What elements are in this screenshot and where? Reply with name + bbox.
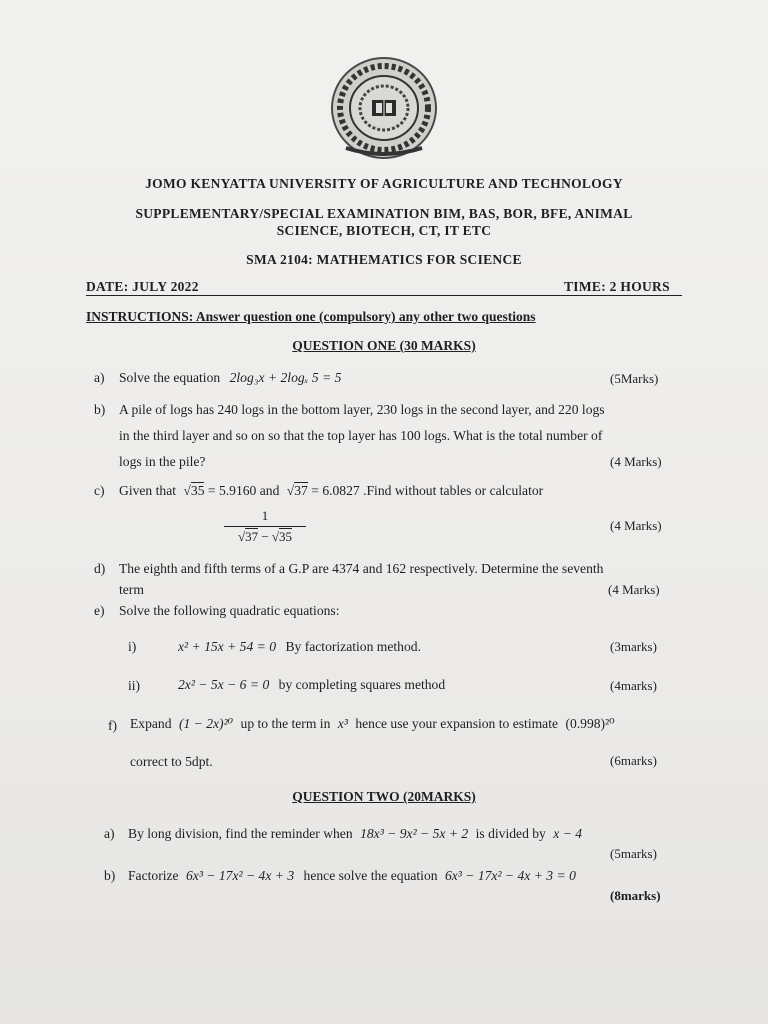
q1f-estimate: (0.998)²⁰ (565, 716, 615, 731)
q1f-marks: (6marks) (610, 753, 657, 768)
q1d-label: d) (94, 561, 106, 576)
q2a-marks: (5marks) (610, 846, 657, 861)
q1a-marks: (5Marks) (610, 371, 659, 386)
q1b-label: b) (94, 402, 106, 417)
q1c-value2: = 6.0827 .Find without tables or calculator (311, 483, 544, 498)
q1e-ii-text (178, 677, 445, 693)
q2b-equation: 6x³ − 17x² − 4x + 3 = 0 (444, 868, 576, 883)
q2a-mid: is divided by (475, 826, 546, 841)
header-rule (86, 295, 682, 296)
q1f-text (130, 716, 615, 732)
q1c-marks: (4 Marks) (610, 518, 662, 533)
q2b-label: b) (104, 868, 116, 883)
q2b-polynomial: 6x³ − 17x² − 4x + 3 (185, 868, 295, 883)
university-name: JOMO KENYATTA UNIVERSITY OF AGRICULTURE AND TECHNOLOGY (145, 176, 623, 191)
exam-title-line1: SUPPLEMENTARY/SPECIAL EXAMINATION BIM, BAS, BOR, BFE, ANIMAL (135, 206, 633, 221)
q2b-text (128, 868, 576, 884)
q1c-fraction (224, 508, 306, 545)
q1c-pre: Given that (119, 483, 177, 498)
q2b-pre: Factorize (128, 868, 179, 883)
q1e-ii-label: ii) (128, 678, 141, 693)
q1b-line3: logs in the pile? (119, 454, 206, 469)
q1e-label: e) (94, 603, 105, 618)
q1f-pre: Expand (130, 716, 172, 731)
q1a-eq-text: 2log₃x + 2logₓ 5 = 5 (229, 370, 342, 385)
q1a-label: a) (94, 370, 105, 385)
q1f-post: hence use your expansion to estimate (355, 716, 559, 731)
q1b-marks: (4 Marks) (610, 454, 662, 469)
q1f-mid: up to the term in (240, 716, 331, 731)
q1c-denominator: √37 − √35 (224, 526, 306, 545)
q1a-statement: Solve the equation (119, 370, 221, 385)
q1c-root2-value: 37 (294, 483, 308, 498)
q1f-expression: (1 − 2x)²⁰ (178, 716, 234, 731)
q1c-den-root1: 37 (245, 529, 259, 544)
q1c-label: c) (94, 483, 105, 498)
q2a-label: a) (104, 826, 115, 841)
q1e-i-marks: (3marks) (610, 639, 657, 654)
q2b-marks: (8marks) (610, 888, 661, 903)
q1e-ii-marks: (4marks) (610, 678, 657, 693)
q1b-line2: in the third layer and so on so that the top layer has 100 logs. What is the total number of (119, 428, 603, 443)
q1f-term: x³ (337, 716, 348, 731)
exam-title-line2: SCIENCE, BIOTECH, CT, IT ETC (276, 223, 492, 238)
q1b-line1: A pile of logs has 240 logs in the bottom layer, 230 logs in the second layer, and 220 logs (119, 402, 605, 417)
q1f-label: f) (108, 718, 118, 733)
q1e-i-method: By factorization method. (285, 639, 421, 654)
q1c-numerator: 1 (261, 508, 269, 523)
q1c-root1: √35 (183, 483, 205, 498)
university-logo (328, 56, 440, 164)
q2a-pre: By long division, find the reminder when (128, 826, 353, 841)
q2a-text (128, 826, 582, 842)
q1d-line2: term (119, 582, 144, 597)
q1d-line1: The eighth and fifth terms of a G.P are 4374 and 162 respectively. Determine the seventh (119, 561, 604, 576)
q1e-ii-method: by completing squares method (278, 677, 446, 692)
q2b-mid: hence solve the equation (303, 868, 438, 883)
q1c-text (119, 483, 543, 499)
exam-date: DATE: JULY 2022 (86, 279, 199, 294)
q1c-den-root2: 35 (279, 529, 293, 544)
q1a-equation (230, 370, 342, 385)
q1f-line2: correct to 5dpt. (130, 754, 213, 769)
q2a-divisor: x − 4 (553, 826, 583, 841)
question-one-title: QUESTION ONE (30 MARKS) (292, 338, 476, 353)
q1d-marks: (4 Marks) (608, 582, 660, 597)
q1c-root1-value: 35 (190, 483, 205, 498)
q1e-ii-equation: 2x² − 5x − 6 = 0 (178, 677, 270, 692)
question-two-title: QUESTION TWO (20MARKS) (292, 789, 476, 804)
instructions: INSTRUCTIONS: Answer question one (compulsory) any other two questions (86, 309, 536, 324)
q1e-text: Solve the following quadratic equations: (119, 603, 340, 618)
course-title: SMA 2104: MATHEMATICS FOR SCIENCE (246, 252, 522, 267)
q1c-root2: √37 (286, 483, 308, 498)
exam-time: TIME: 2 HOURS (564, 279, 670, 294)
q1e-i-text (178, 639, 421, 655)
q1a-text (119, 370, 341, 386)
q1e-i-label: i) (128, 639, 137, 654)
q1c-value1: = 5.9160 and (207, 483, 280, 498)
q1e-i-equation: x² + 15x + 54 = 0 (178, 639, 277, 654)
q2a-polynomial: 18x³ − 9x² − 5x + 2 (360, 826, 469, 841)
